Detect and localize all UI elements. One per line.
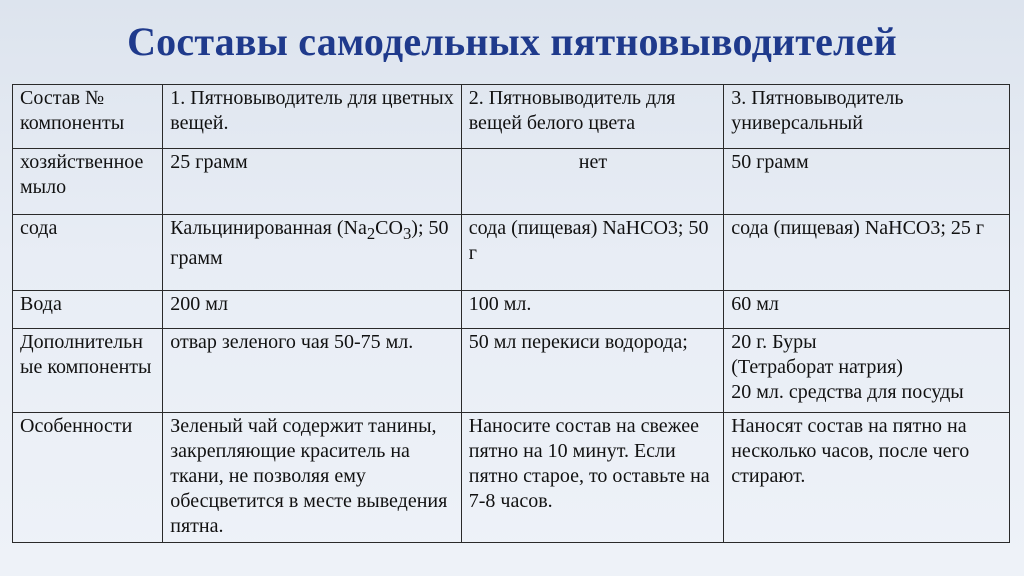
extra-universal-line-1: 20 г. Буры	[731, 331, 817, 353]
row-label-soap: хозяйственное мыло	[13, 149, 163, 215]
slide-title: Составы самодельных пятновыводителей	[127, 19, 897, 64]
cell-water-colored: 200 мл	[163, 291, 461, 329]
cell-soap-universal: 50 грамм	[724, 149, 1010, 215]
cell-notes-colored: Зеленый чай содержит танины, закрепляющие краситель на ткани, не позволяя ему обесцветится в месте выведения пятна.	[163, 413, 461, 543]
row-label-soda: сода	[13, 215, 163, 291]
soda-text-a: Кальцинированная (Na	[170, 217, 367, 239]
recipes-table	[12, 84, 1010, 543]
header-cell-remover-white: 2. Пятновыводитель для вещей белого цвета	[461, 85, 723, 149]
table-row-notes	[13, 413, 1010, 543]
cell-soda-white: сода (пищевая) NaHCO3; 50 г	[461, 215, 723, 291]
extra-universal-line-3: 20 мл. средства для посуды	[731, 381, 964, 403]
cell-extra-white: 50 мл перекиси водорода;	[461, 329, 723, 413]
soda-text-b: CO	[375, 217, 403, 239]
extra-universal-line-2: (Тетраборат натрия)	[731, 356, 903, 378]
row-label-water: Вода	[13, 291, 163, 329]
cell-notes-white: Наносите состав на свежее пятно на 10 минут. Если пятно старое, то оставьте на 7-8 часов.	[461, 413, 723, 543]
cell-water-white: 100 мл.	[461, 291, 723, 329]
header-cell-composition: Состав № компоненты	[13, 85, 163, 149]
row-label-extra: Дополнительные компоненты	[13, 329, 163, 413]
table-row-header	[13, 85, 1010, 149]
cell-soap-colored: 25 грамм	[163, 149, 461, 215]
cell-extra-universal	[724, 329, 1010, 413]
soda-sub-2: 3	[402, 224, 412, 243]
cell-soap-white: нет	[461, 149, 723, 215]
header-cell-remover-colored: 1. Пятновыводитель для цветных вещей.	[163, 85, 461, 149]
table-row-extra	[13, 329, 1010, 413]
table-row-soda	[13, 215, 1010, 291]
table-row-soap	[13, 149, 1010, 215]
table-row-water	[13, 291, 1010, 329]
cell-notes-universal: Наносят состав на пятно на несколько часов, после чего стирают.	[724, 413, 1010, 543]
cell-soda-universal: сода (пищевая) NaHCO3; 25 г	[724, 215, 1010, 291]
soda-sub-1: 2	[366, 224, 376, 243]
header-cell-remover-universal: 3. Пятновыводитель универсальный	[724, 85, 1010, 149]
cell-extra-colored: отвар зеленого чая 50-75 мл.	[163, 329, 461, 413]
cell-water-universal: 60 мл	[724, 291, 1010, 329]
row-label-notes: Особенности	[13, 413, 163, 543]
cell-soda-colored	[163, 215, 461, 291]
soda-text-c: ); 50 грамм	[170, 217, 449, 269]
